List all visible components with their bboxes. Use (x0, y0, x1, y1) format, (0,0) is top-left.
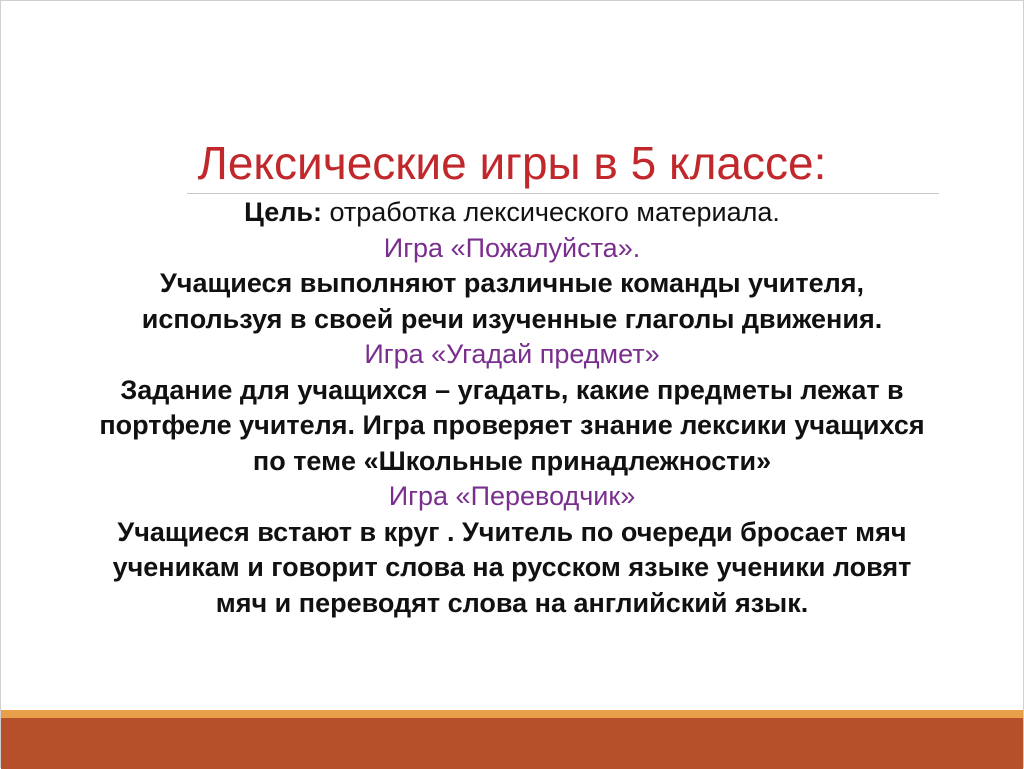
game-heading-please: Игра «Пожалуйста». (383, 232, 641, 263)
goal-label: Цель: (244, 197, 322, 227)
game-heading-guess-object: Игра «Угадай предмет» (364, 339, 660, 369)
footer-bar (1, 710, 1023, 769)
footer-stripe (1, 710, 1023, 718)
game-description-line: используя в своей речи изученные глаголы движения. (141, 303, 883, 334)
goal-line (51, 195, 973, 231)
goal-text: отработка лексического материала. (321, 197, 780, 227)
game-description-line: по теме «Школьные принадлежности» (252, 445, 772, 476)
game-description-line: Задание для учащихся – угадать, какие предметы лежат в (120, 374, 904, 405)
slide-body (51, 195, 973, 621)
title-divider (187, 193, 939, 194)
game-description-line: ученикам и говорит слова на русском языке ученики ловят (112, 552, 912, 582)
game-description-line: мяч и переводят слова на английский язык. (215, 587, 809, 618)
game-description-line: Учащиеся встают в круг . Учитель по очереди бросает мяч (117, 516, 907, 547)
game-description-line: портфеле учителя. Игра проверяет знание лексики учащихся (99, 410, 925, 440)
game-heading-translator: Игра «Переводчик» (388, 481, 636, 511)
slide-title: Лексические игры в 5 классе: (197, 137, 827, 189)
game-description-line: Учащиеся выполняют различные команды учителя, (160, 268, 864, 298)
